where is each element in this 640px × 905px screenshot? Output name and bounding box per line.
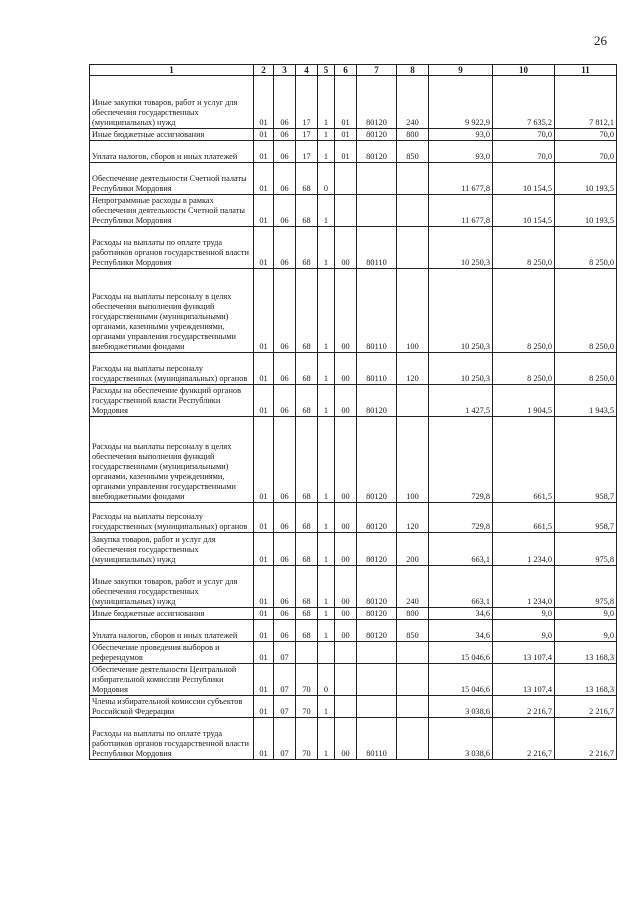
row-amount-cell: 8 250,0	[493, 227, 555, 269]
row-name-cell: Закупка товаров, работ и услуг для обеспечения государственных (муниципальных) нужд	[90, 533, 254, 566]
row-code-cell: 00	[335, 385, 357, 417]
row-code-cell: 0	[318, 163, 335, 195]
row-code-cell: 01	[254, 642, 274, 664]
row-name-cell: Уплата налогов, сборов и иных платежей	[90, 620, 254, 642]
row-code-cell	[357, 163, 397, 195]
row-code-cell: 06	[274, 129, 296, 141]
row-code-cell: 17	[296, 76, 318, 129]
row-code-cell: 80120	[357, 417, 397, 503]
row-amount-cell: 70,0	[493, 141, 555, 163]
table-row	[90, 696, 617, 718]
row-code-cell: 01	[254, 503, 274, 533]
row-name-cell: Члены избирательной комиссии субъектов Российской Федерации	[90, 696, 254, 718]
row-amount-cell: 3 038,6	[429, 718, 493, 760]
row-amount-cell: 975,8	[555, 533, 617, 566]
row-code-cell: 80120	[357, 141, 397, 163]
row-name-cell: Иные бюджетные ассигнования	[90, 608, 254, 620]
row-code-cell	[357, 195, 397, 227]
row-code-cell: 06	[274, 141, 296, 163]
row-amount-cell: 9,0	[493, 620, 555, 642]
row-code-cell: 68	[296, 269, 318, 353]
row-amount-cell: 10 250,3	[429, 269, 493, 353]
table-row	[90, 353, 617, 385]
row-code-cell: 1	[318, 129, 335, 141]
row-code-cell: 80120	[357, 566, 397, 608]
row-code-cell: 17	[296, 141, 318, 163]
row-code-cell: 1	[318, 696, 335, 718]
row-amount-cell: 13 168,3	[555, 642, 617, 664]
row-code-cell: 01	[335, 141, 357, 163]
column-header-10: 10	[493, 65, 555, 76]
row-amount-cell: 70,0	[555, 141, 617, 163]
row-code-cell: 06	[274, 269, 296, 353]
row-code-cell: 1	[318, 503, 335, 533]
row-code-cell: 70	[296, 664, 318, 696]
row-code-cell: 01	[254, 417, 274, 503]
row-code-cell: 01	[254, 696, 274, 718]
row-code-cell: 00	[335, 227, 357, 269]
row-name-cell: Иные закупки товаров, работ и услуг для обеспечения государственных (муниципальных) нужд	[90, 566, 254, 608]
row-code-cell: 68	[296, 608, 318, 620]
row-amount-cell: 34,6	[429, 620, 493, 642]
row-code-cell: 68	[296, 620, 318, 642]
row-code-cell: 1	[318, 417, 335, 503]
row-code-cell: 00	[335, 718, 357, 760]
table-row	[90, 642, 617, 664]
row-code-cell: 01	[254, 195, 274, 227]
row-name-cell: Уплата налогов, сборов и иных платежей	[90, 141, 254, 163]
row-amount-cell: 11 677,8	[429, 195, 493, 227]
row-code-cell	[296, 642, 318, 664]
row-code-cell	[357, 696, 397, 718]
row-amount-cell: 8 250,0	[555, 269, 617, 353]
table-row	[90, 141, 617, 163]
row-amount-cell: 70,0	[493, 129, 555, 141]
table-row	[90, 385, 617, 417]
row-amount-cell: 93,0	[429, 129, 493, 141]
row-code-cell: 01	[254, 385, 274, 417]
row-code-cell: 07	[274, 696, 296, 718]
row-code-cell: 68	[296, 385, 318, 417]
row-amount-cell: 9,0	[555, 620, 617, 642]
row-code-cell: 01	[254, 269, 274, 353]
column-header-1: 1	[90, 65, 254, 76]
row-amount-cell: 10 250,3	[429, 227, 493, 269]
row-code-cell: 06	[274, 385, 296, 417]
row-name-cell: Расходы на выплаты персоналу государственных (муниципальных) органов	[90, 503, 254, 533]
row-code-cell: 80110	[357, 227, 397, 269]
row-code-cell	[397, 227, 429, 269]
row-code-cell: 06	[274, 76, 296, 129]
row-code-cell: 01	[254, 608, 274, 620]
row-code-cell: 01	[335, 129, 357, 141]
row-code-cell: 1	[318, 227, 335, 269]
row-code-cell: 240	[397, 566, 429, 608]
row-amount-cell: 70,0	[555, 129, 617, 141]
row-code-cell: 80120	[357, 533, 397, 566]
row-code-cell: 800	[397, 129, 429, 141]
column-header-7: 7	[357, 65, 397, 76]
column-header-2: 2	[254, 65, 274, 76]
row-code-cell	[397, 718, 429, 760]
row-code-cell: 00	[335, 566, 357, 608]
row-code-cell: 240	[397, 76, 429, 129]
table-row	[90, 620, 617, 642]
budget-table	[89, 64, 617, 760]
row-code-cell: 1	[318, 141, 335, 163]
row-amount-cell: 1 943,5	[555, 385, 617, 417]
row-code-cell: 100	[397, 269, 429, 353]
row-name-cell: Расходы на выплаты по оплате труда работников органов государственной власти Республики Мордовия	[90, 718, 254, 760]
row-name-cell: Расходы на выплаты персоналу в целях обеспечения выполнения функций государственными (муниципальными) органами, казенными учреждениями, органами управления государственными внебюджетными фондами	[90, 417, 254, 503]
row-code-cell: 06	[274, 417, 296, 503]
table-row	[90, 129, 617, 141]
row-code-cell: 06	[274, 620, 296, 642]
row-code-cell	[397, 642, 429, 664]
row-name-cell: Непрограммные расходы в рамках обеспечения деятельности Счетной палаты Республики Мордовия	[90, 195, 254, 227]
row-code-cell: 80110	[357, 269, 397, 353]
row-code-cell: 06	[274, 353, 296, 385]
row-amount-cell: 958,7	[555, 503, 617, 533]
row-code-cell: 00	[335, 269, 357, 353]
column-header-9: 9	[429, 65, 493, 76]
row-code-cell: 07	[274, 642, 296, 664]
row-code-cell: 01	[254, 533, 274, 566]
row-code-cell: 70	[296, 696, 318, 718]
row-amount-cell: 1 904,5	[493, 385, 555, 417]
table-row	[90, 718, 617, 760]
row-amount-cell: 9 922,9	[429, 76, 493, 129]
row-name-cell: Иные закупки товаров, работ и услуг для обеспечения государственных (муниципальных) нужд	[90, 76, 254, 129]
row-code-cell: 01	[254, 227, 274, 269]
row-code-cell: 80110	[357, 353, 397, 385]
row-code-cell: 01	[254, 129, 274, 141]
column-header-8: 8	[397, 65, 429, 76]
row-amount-cell: 15 046,6	[429, 664, 493, 696]
row-amount-cell: 663,1	[429, 533, 493, 566]
row-amount-cell: 1 234,0	[493, 533, 555, 566]
row-code-cell: 68	[296, 503, 318, 533]
column-header-5: 5	[318, 65, 335, 76]
row-code-cell: 01	[254, 718, 274, 760]
row-code-cell: 68	[296, 533, 318, 566]
row-code-cell: 01	[254, 76, 274, 129]
table-row	[90, 503, 617, 533]
row-code-cell: 1	[318, 195, 335, 227]
row-code-cell: 80120	[357, 385, 397, 417]
row-code-cell: 80120	[357, 620, 397, 642]
row-amount-cell: 9,0	[493, 608, 555, 620]
row-code-cell: 06	[274, 503, 296, 533]
row-code-cell: 07	[274, 664, 296, 696]
column-header-4: 4	[296, 65, 318, 76]
row-amount-cell: 7 635,2	[493, 76, 555, 129]
row-code-cell	[357, 664, 397, 696]
row-code-cell: 07	[274, 718, 296, 760]
row-code-cell	[318, 642, 335, 664]
row-name-cell: Расходы на выплаты персоналу государственных (муниципальных) органов	[90, 353, 254, 385]
row-amount-cell: 958,7	[555, 417, 617, 503]
row-code-cell: 80120	[357, 76, 397, 129]
row-amount-cell: 8 250,0	[493, 353, 555, 385]
row-code-cell: 00	[335, 353, 357, 385]
table-header-row	[90, 65, 617, 76]
row-code-cell	[397, 696, 429, 718]
row-code-cell: 1	[318, 718, 335, 760]
row-amount-cell: 10 154,5	[493, 163, 555, 195]
row-code-cell: 01	[254, 353, 274, 385]
row-code-cell: 01	[254, 566, 274, 608]
row-code-cell	[397, 163, 429, 195]
row-code-cell: 00	[335, 608, 357, 620]
row-amount-cell: 661,5	[493, 417, 555, 503]
row-amount-cell: 10 154,5	[493, 195, 555, 227]
table-row	[90, 417, 617, 503]
row-amount-cell: 661,5	[493, 503, 555, 533]
row-amount-cell: 729,8	[429, 417, 493, 503]
row-code-cell: 1	[318, 385, 335, 417]
row-code-cell: 01	[335, 76, 357, 129]
row-code-cell: 06	[274, 227, 296, 269]
row-code-cell: 850	[397, 141, 429, 163]
row-amount-cell: 7 812,1	[555, 76, 617, 129]
page-number: 26	[594, 33, 607, 48]
row-amount-cell: 975,8	[555, 566, 617, 608]
row-code-cell: 00	[335, 533, 357, 566]
row-code-cell: 800	[397, 608, 429, 620]
row-code-cell: 80120	[357, 503, 397, 533]
row-amount-cell: 3 038,6	[429, 696, 493, 718]
row-code-cell: 1	[318, 353, 335, 385]
row-code-cell: 68	[296, 195, 318, 227]
row-code-cell: 1	[318, 620, 335, 642]
row-code-cell: 06	[274, 163, 296, 195]
table-row	[90, 163, 617, 195]
row-code-cell	[335, 642, 357, 664]
row-amount-cell: 34,6	[429, 608, 493, 620]
row-code-cell: 01	[254, 664, 274, 696]
row-code-cell: 00	[335, 620, 357, 642]
row-code-cell: 00	[335, 503, 357, 533]
row-code-cell	[335, 696, 357, 718]
row-code-cell: 1	[318, 608, 335, 620]
row-amount-cell: 10 250,3	[429, 353, 493, 385]
table-row	[90, 664, 617, 696]
row-name-cell: Обеспечение деятельности Центральной избирательной комиссии Республики Мордовия	[90, 664, 254, 696]
row-amount-cell: 13 107,4	[493, 642, 555, 664]
row-code-cell: 06	[274, 533, 296, 566]
table-row	[90, 566, 617, 608]
row-code-cell: 68	[296, 227, 318, 269]
row-code-cell: 0	[318, 664, 335, 696]
row-amount-cell: 729,8	[429, 503, 493, 533]
row-code-cell	[397, 195, 429, 227]
row-code-cell: 68	[296, 566, 318, 608]
row-code-cell: 68	[296, 163, 318, 195]
row-amount-cell: 8 250,0	[555, 227, 617, 269]
column-header-3: 3	[274, 65, 296, 76]
row-code-cell: 1	[318, 566, 335, 608]
row-code-cell: 80120	[357, 608, 397, 620]
row-amount-cell: 93,0	[429, 141, 493, 163]
row-code-cell: 06	[274, 608, 296, 620]
table-row	[90, 76, 617, 129]
table-row	[90, 533, 617, 566]
row-code-cell	[357, 642, 397, 664]
row-code-cell: 00	[335, 417, 357, 503]
row-name-cell: Иные бюджетные ассигнования	[90, 129, 254, 141]
row-name-cell: Обеспечение деятельности Счетной палаты Республики Мордовия	[90, 163, 254, 195]
table-row	[90, 608, 617, 620]
row-amount-cell: 1 234,0	[493, 566, 555, 608]
table-row	[90, 227, 617, 269]
row-code-cell: 01	[254, 141, 274, 163]
row-code-cell: 06	[274, 195, 296, 227]
row-code-cell	[335, 195, 357, 227]
table-row	[90, 269, 617, 353]
table-body	[90, 76, 617, 760]
row-code-cell: 120	[397, 503, 429, 533]
row-code-cell: 1	[318, 533, 335, 566]
row-code-cell: 70	[296, 718, 318, 760]
row-amount-cell: 10 193,5	[555, 163, 617, 195]
row-amount-cell: 2 216,7	[555, 718, 617, 760]
column-header-11: 11	[555, 65, 617, 76]
row-amount-cell: 663,1	[429, 566, 493, 608]
row-amount-cell: 11 677,8	[429, 163, 493, 195]
row-amount-cell: 15 046,6	[429, 642, 493, 664]
row-code-cell: 06	[274, 566, 296, 608]
row-code-cell: 01	[254, 163, 274, 195]
row-code-cell: 80120	[357, 129, 397, 141]
row-code-cell: 17	[296, 129, 318, 141]
row-name-cell: Расходы на обеспечение функций органов государственной власти Республики Мордовия	[90, 385, 254, 417]
row-amount-cell: 2 216,7	[493, 696, 555, 718]
row-code-cell: 120	[397, 353, 429, 385]
row-code-cell: 68	[296, 353, 318, 385]
row-amount-cell: 2 216,7	[493, 718, 555, 760]
row-code-cell	[335, 664, 357, 696]
row-code-cell: 80110	[357, 718, 397, 760]
row-amount-cell: 9,0	[555, 608, 617, 620]
row-amount-cell: 2 216,7	[555, 696, 617, 718]
row-name-cell: Обеспечение проведения выборов и референдумов	[90, 642, 254, 664]
row-code-cell: 100	[397, 417, 429, 503]
row-code-cell: 200	[397, 533, 429, 566]
row-amount-cell: 13 107,4	[493, 664, 555, 696]
row-amount-cell: 8 250,0	[493, 269, 555, 353]
column-header-6: 6	[335, 65, 357, 76]
row-amount-cell: 10 193,5	[555, 195, 617, 227]
row-code-cell	[397, 385, 429, 417]
row-amount-cell: 1 427,5	[429, 385, 493, 417]
row-amount-cell: 13 168,3	[555, 664, 617, 696]
row-code-cell: 1	[318, 76, 335, 129]
row-name-cell: Расходы на выплаты персоналу в целях обеспечения выполнения функций государственными (муниципальными) органами, казенными учреждениями, органами управления государственными внебюджетными фондами	[90, 269, 254, 353]
row-code-cell: 68	[296, 417, 318, 503]
row-code-cell	[397, 664, 429, 696]
row-code-cell: 850	[397, 620, 429, 642]
table-row	[90, 195, 617, 227]
row-code-cell: 1	[318, 269, 335, 353]
row-name-cell: Расходы на выплаты по оплате труда работников органов государственной власти Республики Мордовия	[90, 227, 254, 269]
row-code-cell: 01	[254, 620, 274, 642]
row-amount-cell: 8 250,0	[555, 353, 617, 385]
row-code-cell	[335, 163, 357, 195]
